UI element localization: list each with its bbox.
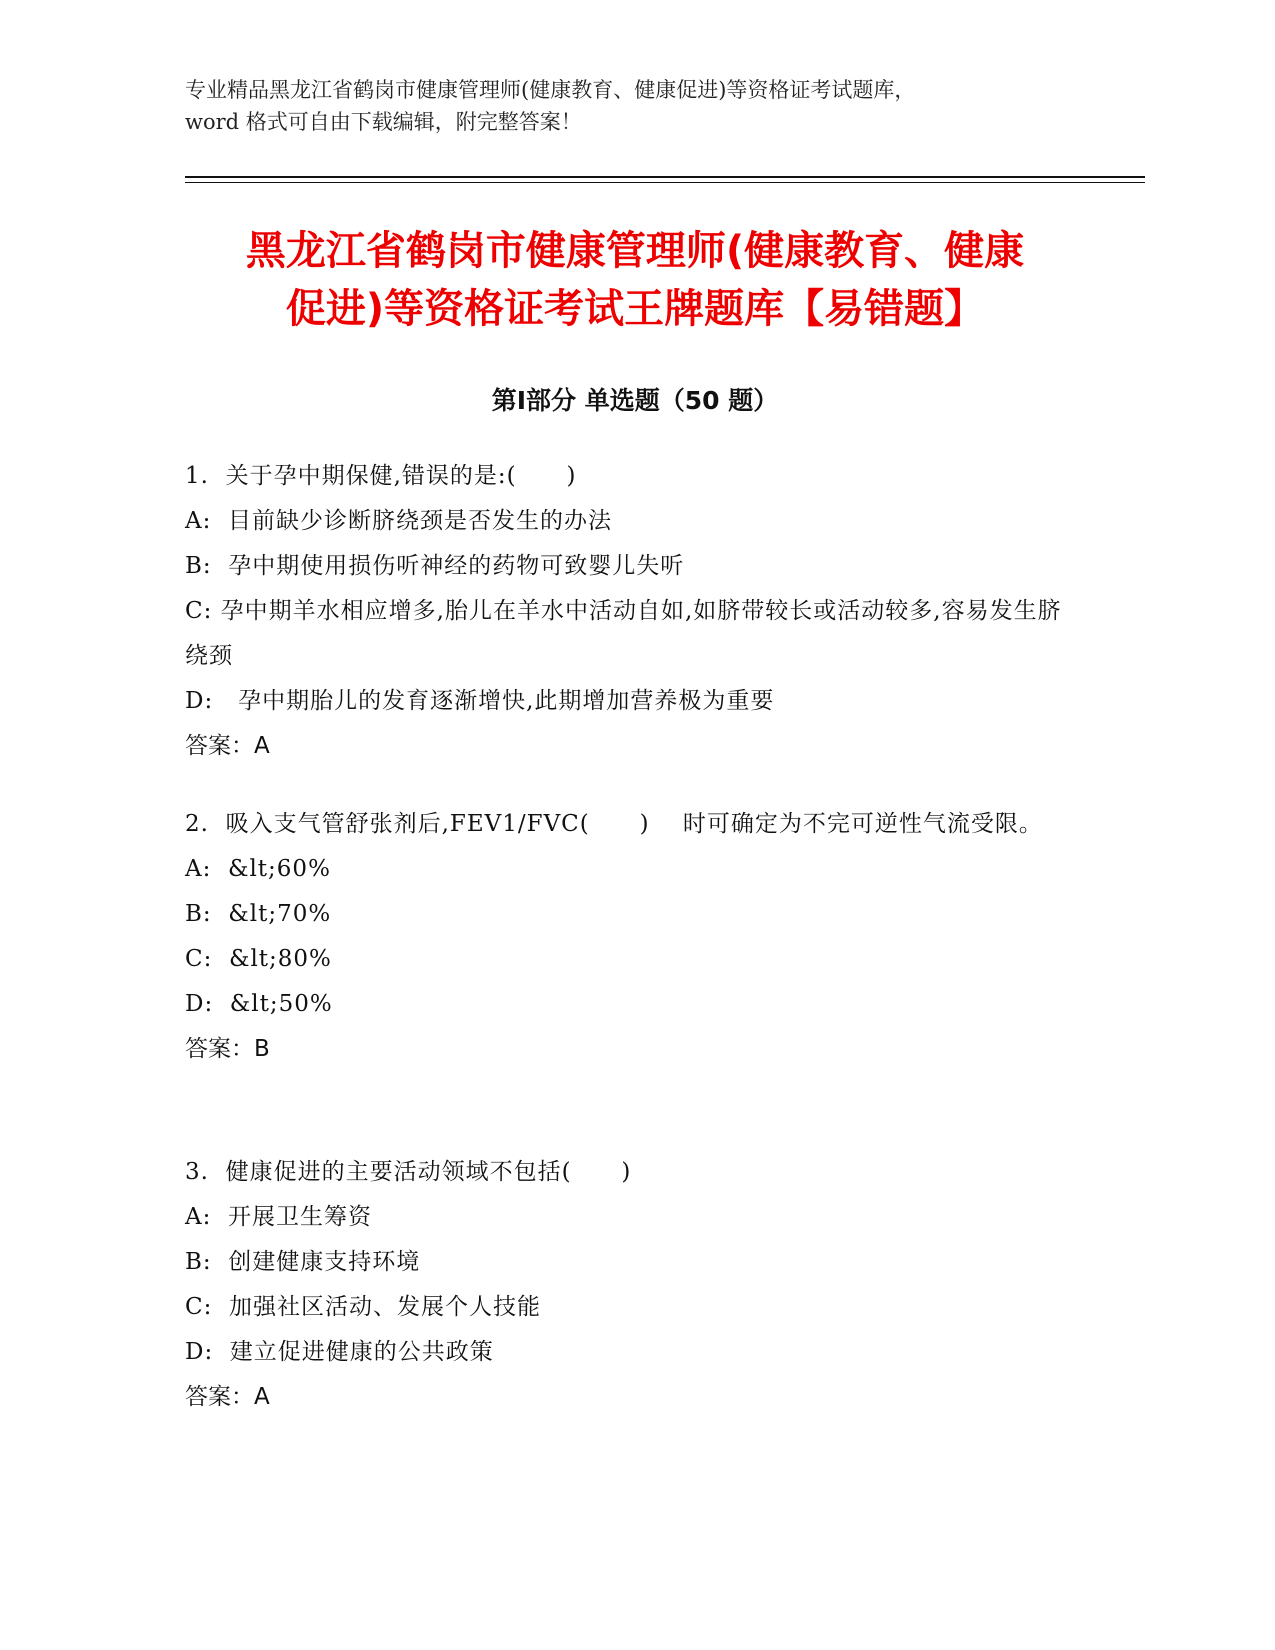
header-note-line-2: word 格式可自由下载编辑，附完整答案！ <box>185 110 582 134</box>
option-b: B: 创建健康支持环境 <box>185 1249 421 1275</box>
answer: 答案：A <box>185 733 270 759</box>
question-stem: 1. 关于孕中期保健,错误的是:( ) <box>185 463 577 489</box>
option-d: D: &lt;50% <box>185 991 333 1017</box>
option-c: C: 孕中期羊水相应增多,胎儿在羊水中活动自如,如脐带较长或活动较多,容易发生脐绕颈 <box>185 598 1062 669</box>
option-a: A: 开展卫生筹资 <box>185 1204 372 1230</box>
question-1 <box>185 454 1085 769</box>
answer: 答案：B <box>185 1036 270 1062</box>
document-title-line-1: 黑龙江省鹤岗市健康管理师(健康教育、健康 <box>245 228 1025 274</box>
header-note-line-1: 专业精品黑龙江省鹤岗市健康管理师(健康教育、健康促进)等资格证考试题库， <box>185 78 916 102</box>
option-c: C: &lt;80% <box>185 946 332 972</box>
question-2 <box>185 802 1085 1072</box>
option-d: D: 孕中期胎儿的发育逐渐增快,此期增加营养极为重要 <box>185 688 775 714</box>
question-stem: 3. 健康促进的主要活动领域不包括( ) <box>185 1159 632 1185</box>
document-title <box>185 222 1085 338</box>
question-3 <box>185 1150 1085 1420</box>
header-note <box>185 74 1085 138</box>
option-b: B: &lt;70% <box>185 901 332 927</box>
section-heading: 第Ⅰ部分 单选题（50 题） <box>491 386 779 415</box>
option-b: B: 孕中期使用损伤听神经的药物可致婴儿失听 <box>185 553 685 579</box>
option-d: D: 建立促进健康的公共政策 <box>185 1339 494 1365</box>
option-a: A: &lt;60% <box>185 856 331 882</box>
answer: 答案：A <box>185 1384 270 1410</box>
header-divider-thin <box>185 182 1145 183</box>
question-stem: 2. 吸入支气管舒张剂后,FEV1/FVC( ) 时可确定为不完可逆性气流受限。 <box>185 811 1043 837</box>
document-title-line-2: 促进)等资格证考试王牌题库【易错题】 <box>285 286 985 332</box>
option-c: C: 加强社区活动、发展个人技能 <box>185 1294 541 1320</box>
option-a: A: 目前缺少诊断脐绕颈是否发生的办法 <box>185 508 612 534</box>
header-divider-thick <box>185 176 1145 178</box>
